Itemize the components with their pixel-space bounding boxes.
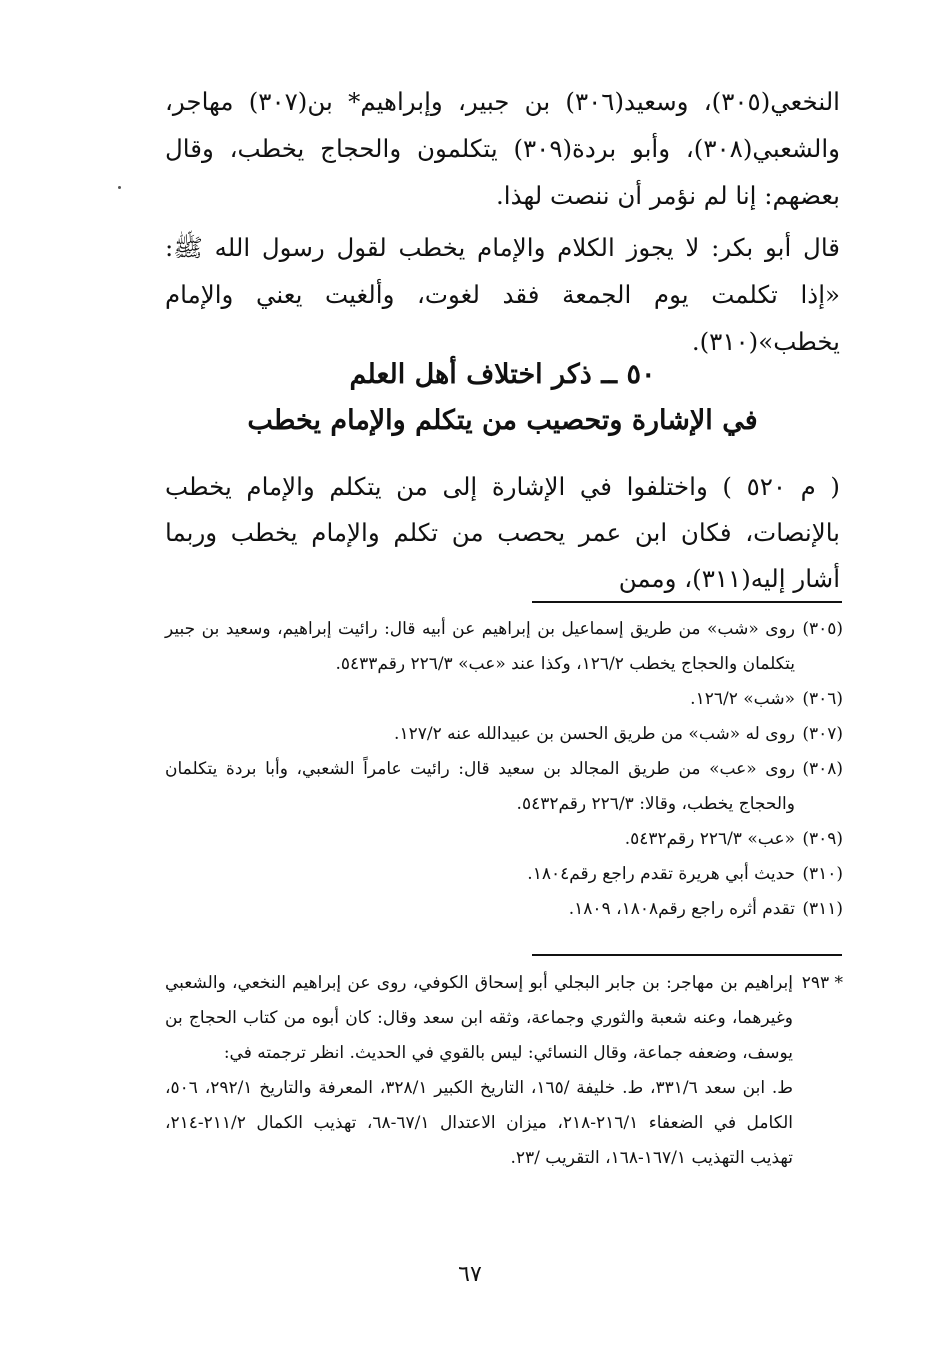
biography-text: إبراهيم بن مهاجر: بن جابر البجلي أبو إسحاق الكوفي، روى عن إبراهيم النخعي، والشعبي وغيرهما، وعنه شعبة والثوري وجماعة، وثقه ابن سعد وقال: كان أبوه من كتاب الحجاج بن يوسف، وضعفه جماعة، وقال النسائي: ليس بالقوي في الحديث. انظر ترجمته في: xyxy=(165,973,793,1063)
biography-divider xyxy=(532,954,842,956)
section-heading-line-1: ٥٠ ــ ذكر اختلاف أهل العلم xyxy=(349,359,656,390)
body-paragraph-3: ( م ٥٢٠ ) واختلفوا في الإشارة إلى من يتكلم والإمام يخطب بالإنصات، فكان ابن عمر يحصب من تكلم والإمام يخطب وربما أشار إليه(٣١١)، وممن xyxy=(165,472,840,593)
biography-entry xyxy=(165,966,843,1071)
footnote-list xyxy=(165,612,843,927)
footnote-number: (٣٠٦) xyxy=(802,689,843,709)
footnote-text: روى «شب» من طريق إسماعيل بن إبراهيم عن أبيه قال: رائيت إبراهيم، وسعيد بن جبير يتكلمان والحجاج يخطب ١٢٦/٢، وكذا عند «عب» ٢٢٦/٣ رقم٥٤٣٣. xyxy=(165,619,795,674)
footnote-item xyxy=(165,682,843,717)
footnote-text: روى له «شب» من طريق الحسن بن عبيدالله عنه ١٢٧/٢. xyxy=(394,724,795,744)
biography-references: ط. ابن سعد ٣٣١/٦، ط. خليفة /١٦٥، التاريخ الكبير ٣٢٨/١، المعرفة والتاريخ ٢٩٢/١، ٥٠٦، الكامل في الضعفاء ٢١٦/١-٢١٨، ميزان الاعتدال ٦٧/١-٦٨، تهذيب الكمال ٢١١/٢-٢١٤، تهذيب التهذيب ١٦٧/١-١٦٨، التقريب /٢٣. xyxy=(165,1078,794,1168)
footnote-text: تقدم أثره راجع رقم١٨٠٨، ١٨٠٩. xyxy=(568,899,795,919)
footnote-item xyxy=(165,752,843,822)
scan-speck xyxy=(118,186,121,189)
footnote-divider xyxy=(532,601,842,603)
footnote-item xyxy=(165,717,843,752)
footnote-number: (٣٠٩) xyxy=(802,829,843,849)
footnote-number: (٣٠٥) xyxy=(802,619,843,639)
footnote-number: (٣١٠) xyxy=(802,864,843,884)
section-heading-line-2: في الإشارة وتحصيب من يتكلم والإمام يخطب xyxy=(247,405,758,436)
footnote-item xyxy=(165,822,843,857)
footnote-text: حديث أبي هريرة تقدم راجع رقم١٨٠٤. xyxy=(527,864,795,884)
biography-marker: * ٢٩٣ xyxy=(801,973,843,993)
section-heading xyxy=(165,352,840,444)
footnote-item xyxy=(165,612,843,682)
footnote-number: (٣٠٧) xyxy=(802,724,843,744)
body-paragraph-2: قال أبو بكر: لا يجوز الكلام والإمام يخطب لقول رسول الله ﷺ: «إذا تكلمت يوم الجمعة فقد لغوت، وألغيت يعني والإمام يخطب»(٣١٠). xyxy=(165,233,840,356)
page-number: ٦٧ xyxy=(458,1262,482,1287)
biography-note xyxy=(165,966,843,1176)
footnote-text: «عب» ٢٢٦/٣ رقم٥٤٣٢. xyxy=(624,829,795,849)
body-paragraph-1: النخعي(٣٠٥)، وسعيد(٣٠٦) بن جبير، وإبراهيم* بن(٣٠٧) مهاجر، والشعبي(٣٠٨)، وأبو بردة(٣٠٩) يتكلمون والحجاج يخطب، وقال بعضهم: إنا لم نؤمر أن ننصت لهذا. xyxy=(165,87,840,210)
footnote-text: روى «عب» من طريق المجالد بن سعيد قال: رائيت عامراً الشعبي، وأبا بردة يتكلمان والحجاج يخطب، وقالا: ٢٢٦/٣ رقم٥٤٣٢. xyxy=(165,759,795,814)
footnote-item xyxy=(165,857,843,892)
footnote-item xyxy=(165,892,843,927)
footnote-number: (٣٠٨) xyxy=(802,759,843,779)
footnote-number: (٣١١) xyxy=(802,899,843,919)
footnote-text: «شب» ١٢٦/٢. xyxy=(690,689,795,709)
